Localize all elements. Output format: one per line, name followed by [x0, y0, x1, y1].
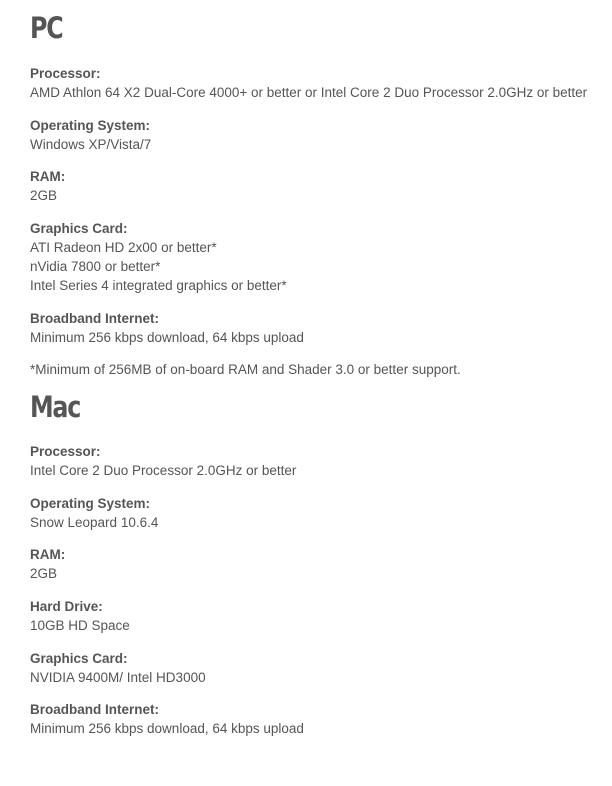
mac-graphics-label: Graphics Card: [30, 651, 128, 666]
pc-internet-label: Broadband Internet: [30, 311, 160, 326]
mac-internet-spec [30, 700, 605, 738]
requirements-page [30, 0, 605, 738]
pc-section [30, 12, 605, 379]
pc-ram-spec [30, 167, 605, 205]
pc-graphics-value-ati: ATI Radeon HD 2x00 or better* [30, 240, 217, 255]
pc-graphics-spec [30, 219, 605, 295]
pc-processor-spec [30, 64, 605, 102]
mac-graphics-value: NVIDIA 9400M/ Intel HD3000 [30, 670, 206, 685]
mac-processor-label: Processor: [30, 444, 101, 459]
pc-ram-value: 2GB [30, 188, 58, 203]
mac-internet-label: Broadband Internet: [30, 702, 160, 717]
pc-graphics-value-intel: Intel Series 4 integrated graphics or better* [30, 278, 287, 293]
pc-os-value: Windows XP/Vista/7 [30, 137, 152, 152]
pc-os-label: Operating System: [30, 118, 151, 133]
mac-processor-spec [30, 442, 605, 480]
mac-heading: Mac [30, 390, 81, 424]
pc-processor-value: AMD Athlon 64 X2 Dual-Core 4000+ or better or Intel Core 2 Duo Processor 2.0GHz or better [30, 85, 588, 100]
pc-heading: PC [30, 11, 63, 45]
pc-graphics-value-nvidia: nVidia 7800 or better* [30, 259, 161, 274]
pc-os-spec [30, 116, 605, 154]
mac-ram-value: 2GB [30, 566, 58, 581]
pc-internet-spec [30, 309, 605, 347]
mac-section [30, 391, 605, 738]
mac-os-spec [30, 494, 605, 532]
mac-graphics-spec [30, 649, 605, 687]
mac-hdd-value: 10GB HD Space [30, 618, 130, 633]
pc-graphics-label: Graphics Card: [30, 221, 128, 236]
mac-os-value: Snow Leopard 10.6.4 [30, 515, 159, 530]
pc-internet-value: Minimum 256 kbps download, 64 kbps upload [30, 330, 304, 345]
mac-os-label: Operating System: [30, 496, 151, 511]
mac-internet-value: Minimum 256 kbps download, 64 kbps upload [30, 721, 304, 736]
pc-processor-label: Processor: [30, 66, 101, 81]
pc-ram-label: RAM: [30, 169, 66, 184]
mac-hdd-spec [30, 597, 605, 635]
mac-hdd-label: Hard Drive: [30, 599, 103, 614]
mac-ram-spec [30, 545, 605, 583]
pc-footnote: *Minimum of 256MB of on-board RAM and Shader 3.0 or better support. [30, 362, 461, 377]
mac-processor-value: Intel Core 2 Duo Processor 2.0GHz or better [30, 463, 297, 478]
mac-ram-label: RAM: [30, 547, 66, 562]
